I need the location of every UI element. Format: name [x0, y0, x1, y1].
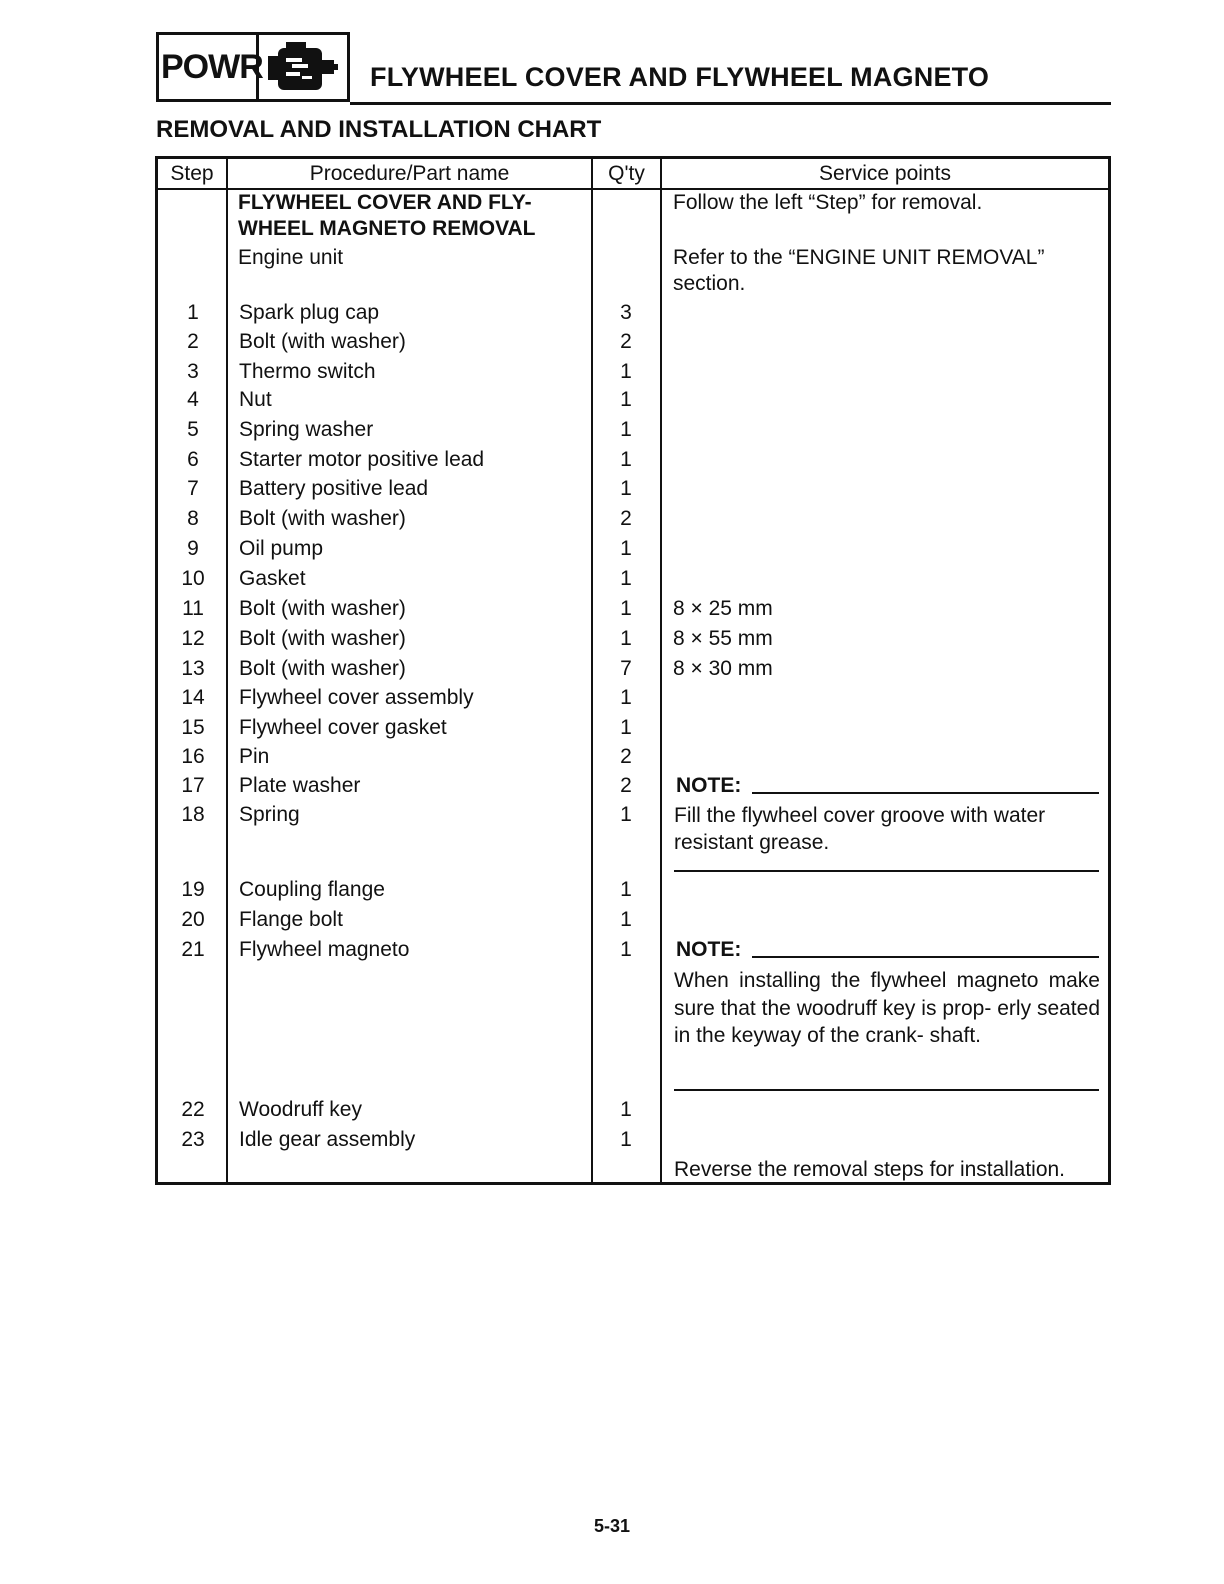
note-text: Fill the flywheel cover groove with water [674, 804, 1046, 827]
step-number: 19 [181, 878, 205, 901]
part-qty: 1 [620, 938, 632, 961]
service-point: Refer to the “ENGINE UNIT REMOVAL” [673, 246, 1045, 269]
part-qty: 1 [620, 627, 632, 650]
part-qty: 1 [620, 686, 632, 709]
part-name: Starter motor positive lead [239, 448, 485, 471]
note-text: When installing the flywheel magneto make sure that the woodruff key is prop- erly seated in the keyway of the crank- shaft. [674, 969, 1100, 1047]
step-number: 14 [181, 686, 205, 709]
step-number: 12 [181, 627, 205, 650]
column-header-qty: Q'ty [608, 162, 645, 185]
part-qty: 1 [620, 448, 632, 471]
part-name: Bolt (with washer) [239, 627, 406, 650]
step-number: 9 [187, 537, 199, 560]
step-number: 16 [181, 745, 205, 768]
part-qty: 1 [620, 597, 632, 620]
service-point: section. [673, 272, 746, 295]
part-name: Bolt (with washer) [239, 507, 406, 530]
step-number: 23 [181, 1128, 205, 1151]
column-header-step: Step [170, 162, 214, 185]
part-qty: 7 [620, 657, 632, 680]
page-header [156, 32, 1111, 106]
part-qty: 1 [620, 1098, 632, 1121]
section-heading: WHEEL MAGNETO REMOVAL [238, 217, 536, 240]
header-rule [350, 102, 1111, 105]
service-point: 8 × 25 mm [673, 597, 773, 620]
part-qty: 1 [620, 878, 632, 901]
note-label: NOTE: [676, 938, 742, 961]
part-name: Spring washer [239, 418, 374, 441]
part-qty: 1 [620, 716, 632, 739]
part-qty: 1 [620, 477, 632, 500]
step-number: 18 [181, 803, 205, 826]
part-qty: 1 [620, 803, 632, 826]
step-number: 22 [181, 1098, 205, 1121]
step-number: 5 [187, 418, 199, 441]
column-divider [660, 159, 662, 1182]
step-number: 7 [187, 477, 199, 500]
part-name: Spring [239, 803, 300, 826]
note-rule [752, 956, 1099, 958]
service-point: Reverse the removal steps for installation. [674, 1158, 1066, 1181]
section-heading: FLYWHEEL COVER AND FLY- [238, 191, 532, 214]
part-qty: 1 [620, 908, 632, 931]
part-name: Flywheel cover assembly [239, 686, 474, 709]
step-number: 20 [181, 908, 205, 931]
step-number: 3 [187, 360, 199, 383]
part-qty: 1 [620, 1128, 632, 1151]
part-name: Plate washer [239, 774, 361, 797]
part-name: Thermo switch [239, 360, 376, 383]
step-number: 17 [181, 774, 205, 797]
step-number: 4 [187, 388, 199, 411]
part-name: Woodruff key [239, 1098, 362, 1121]
part-qty: 1 [620, 388, 632, 411]
removal-chart-table [155, 156, 1111, 1185]
step-number: 21 [181, 938, 205, 961]
part-name: Flywheel magneto [239, 938, 410, 961]
part-qty: 2 [620, 774, 632, 797]
step-number: 11 [182, 597, 204, 620]
part-qty: 3 [620, 301, 632, 324]
step-number: 6 [187, 448, 199, 471]
engine-icon [259, 35, 347, 99]
section-tag-label: POWR [159, 35, 259, 99]
part-name: Coupling flange [239, 878, 385, 901]
part-name: Flywheel cover gasket [239, 716, 447, 739]
column-header-procedure: Procedure/Part name [309, 162, 510, 185]
note-text: resistant grease. [674, 831, 830, 854]
part-qty: 1 [620, 360, 632, 383]
part-qty: 1 [620, 418, 632, 441]
part-name: Battery positive lead [239, 477, 429, 500]
part-name: Bolt (with washer) [239, 597, 406, 620]
column-header-service: Service points [819, 162, 951, 185]
service-point: Follow the left “Step” for removal. [673, 191, 983, 214]
note-label: NOTE: [676, 774, 742, 797]
service-point: 8 × 30 mm [673, 657, 773, 680]
step-number: 8 [187, 507, 199, 530]
part-name: Bolt (with washer) [239, 657, 406, 680]
part-name: Spark plug cap [239, 301, 380, 324]
part-name: Nut [239, 388, 272, 411]
service-point: 8 × 55 mm [673, 627, 773, 650]
note-end-rule [674, 1089, 1099, 1091]
part-qty: 2 [620, 507, 632, 530]
step-number: 10 [181, 567, 205, 590]
part-name: Pin [239, 745, 270, 768]
step-number: 13 [181, 657, 205, 680]
section-tag [156, 32, 350, 102]
part-qty: 2 [620, 330, 632, 353]
part-name: Gasket [239, 567, 306, 590]
part-name: Bolt (with washer) [239, 330, 406, 353]
chart-subtitle: REMOVAL AND INSTALLATION CHART [156, 116, 602, 143]
step-number: 15 [181, 716, 205, 739]
note-end-rule [674, 870, 1099, 872]
page-number: 5-31 [593, 1516, 631, 1536]
step-number: 2 [187, 330, 199, 353]
procedure-text: Engine unit [238, 246, 344, 269]
step-number: 1 [187, 301, 199, 324]
part-name: Idle gear assembly [239, 1128, 416, 1151]
page-title: FLYWHEEL COVER AND FLYWHEEL MAGNETO [370, 62, 990, 92]
note-rule [752, 792, 1099, 794]
part-name: Oil pump [239, 537, 324, 560]
part-name: Flange bolt [239, 908, 343, 931]
part-qty: 1 [620, 567, 632, 590]
part-qty: 1 [620, 537, 632, 560]
part-qty: 2 [620, 745, 632, 768]
